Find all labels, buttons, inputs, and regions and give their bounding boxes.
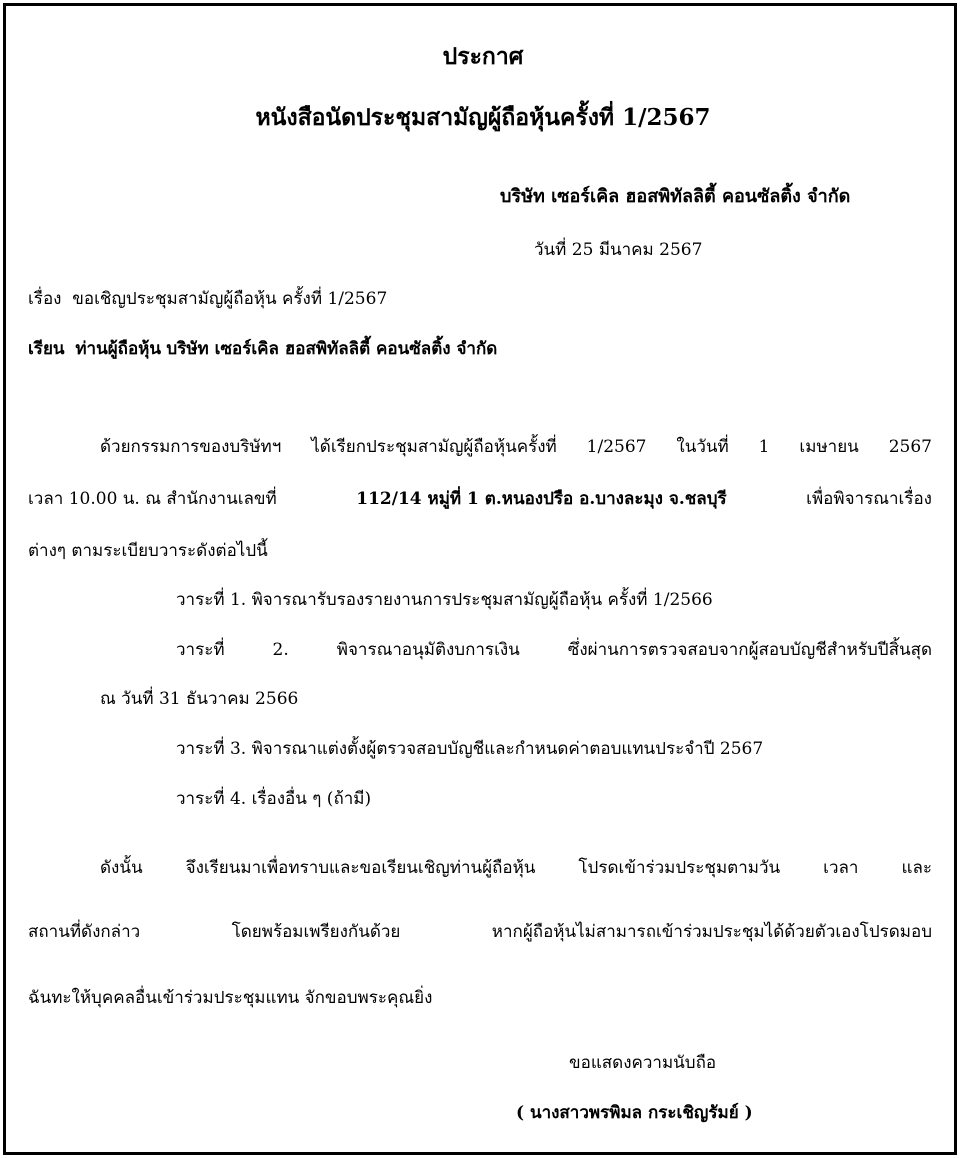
closing-line-1: ดังนั้น จึงเรียนมาเพื่อทราบและขอเรียนเชิญท่านผู้ถือหุ้น โปรดเข้าร่วมประชุมตามวัน เวลา และ <box>100 858 932 878</box>
intro-line-2 <box>28 489 932 509</box>
document-title: ประกาศ <box>442 43 524 70</box>
agenda-item-1: วาระที่ 1. พิจารณารับรองรายงานการประชุมสามัญผู้ถือหุ้น ครั้งที่ 1/2566 <box>176 590 713 610</box>
agenda-item-2-line-1: วาระที่ 2. พิจารณาอนุมัติงบการเงิน ซึ่งผ่านการตรวจสอบจากผู้สอบบัญชีสำหรับปีสิ้นสุด <box>176 640 932 660</box>
recipient-company: บริษัท เซอร์เคิล ฮอสพิทัลลิตี้ คอนซัลติ้ง จำกัด <box>166 339 498 359</box>
sender-company: บริษัท เซอร์เคิล ฮอสพิทัลลิตี้ คอนซัลติ้ง จำกัด <box>500 186 851 207</box>
signature-name: ( นางสาวพรพิมล กระเชิญรัมย์ ) <box>516 1103 753 1123</box>
letter-date: วันที่ 25 มีนาคม 2567 <box>534 240 703 260</box>
recipient-line <box>28 339 497 359</box>
intro-consider: เพื่อพิจารณาเรื่อง <box>806 489 932 509</box>
closing-line-3: ฉันทะให้บุคคลอื่นเข้าร่วมประชุมแทน จักขอบพระคุณยิ่ง <box>28 988 433 1008</box>
document-border <box>3 3 957 1155</box>
subject-line <box>28 289 387 309</box>
intro-line-3: ต่างๆ ตามระเบียบวาระดังต่อไปนี้ <box>28 541 268 561</box>
office-address: 112/14 หมู่ที่ 1 ต.หนองปรือ อ.บางละมุง จ.ชลบุรี <box>356 489 727 509</box>
document-subtitle: หนังสือนัดประชุมสามัญผู้ถือหุ้นครั้งที่ 1/2567 <box>255 104 711 131</box>
agenda-item-4: วาระที่ 4. เรื่องอื่น ๆ (ถ้ามี) <box>176 789 372 809</box>
recipient-label: เรียน <box>28 339 65 359</box>
intro-time-location: เวลา 10.00 น. ณ สำนักงานเลขที่ <box>28 489 277 509</box>
recipient-text: ท่านผู้ถือหุ้น <box>75 339 162 359</box>
subject-text: ขอเชิญประชุมสามัญผู้ถือหุ้น ครั้งที่ 1/2567 <box>72 289 388 309</box>
intro-line-1: ด้วยกรรมการของบริษัทฯ ได้เรียกประชุมสามัญผู้ถือหุ้นครั้งที่ 1/2567 ในวันที่ 1 เมษายน 2567 <box>100 437 932 457</box>
closing-line-2: สถานที่ดังกล่าว โดยพร้อมเพรียงกันด้วย หากผู้ถือหุ้นไม่สามารถเข้าร่วมประชุมได้ด้วยตัวเองโปรดมอบ <box>28 922 932 942</box>
agenda-item-3: วาระที่ 3. พิจารณาแต่งตั้งผู้ตรวจสอบบัญชีและกำหนดค่าตอบแทนประจำปี 2567 <box>176 739 764 759</box>
signature-regards: ขอแสดงความนับถือ <box>569 1053 717 1073</box>
subject-label: เรื่อง <box>28 289 62 309</box>
agenda-item-2-line-2: ณ วันที่ 31 ธันวาคม 2566 <box>100 689 299 709</box>
